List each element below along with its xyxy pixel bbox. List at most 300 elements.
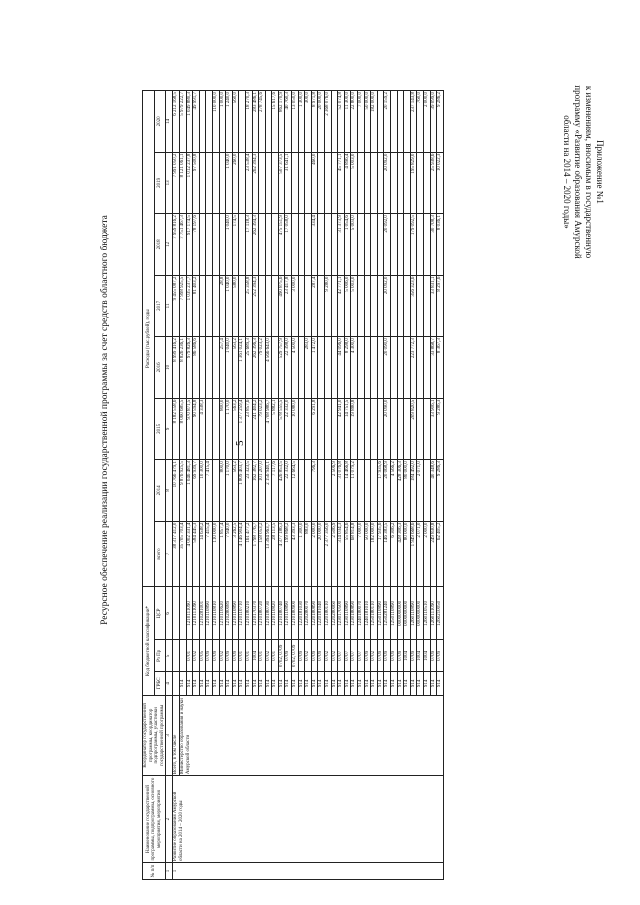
amount-cell [318, 460, 325, 522]
amount-cell: 20 000,0 [318, 91, 325, 153]
amount-cell: 4 146 904,4 [239, 521, 246, 587]
amount-cell: 262 396,3 [252, 337, 259, 399]
amount-cell: 7 991 050,2 [172, 152, 179, 214]
amount-cell: 5 003,0 [351, 152, 358, 214]
amount-cell [364, 275, 371, 337]
amount-cell: 28,8 [219, 275, 226, 337]
rzpr-cell: 0709 [430, 640, 437, 672]
grbs-cell: 914 [338, 672, 345, 695]
csr-cell [179, 587, 186, 640]
amount-cell [371, 337, 378, 399]
grbs-cell: 914 [239, 672, 246, 695]
amount-cell [364, 152, 371, 214]
amount-cell [259, 214, 266, 276]
amount-cell: 43 393,3 [292, 521, 299, 587]
amount-cell: 52 074,8 [338, 91, 345, 153]
amount-cell: 1 046 481,3 [186, 460, 193, 522]
amount-cell [305, 152, 312, 214]
amount-cell: 17 935,6 [377, 521, 384, 587]
csr-cell: 1210180210 [245, 587, 252, 640]
amount-cell: 252 394,3 [252, 275, 259, 337]
amount-cell: 17 935,6 [377, 460, 384, 522]
amount-cell: 80 000,0 [404, 521, 411, 587]
grbs-cell: 914 [259, 672, 266, 695]
amount-cell [239, 91, 246, 153]
amount-cell [331, 91, 338, 153]
amount-cell [371, 398, 378, 460]
amount-cell: 7 751 467,3 [179, 214, 186, 276]
amount-cell: 300,0 [305, 91, 312, 153]
grbs-cell: 914 [265, 672, 272, 695]
amount-cell: 22 800,0 [351, 91, 358, 153]
rzpr-cell: 1004 [404, 640, 411, 672]
amount-cell: 110 000,0 [212, 91, 219, 153]
amount-cell: 90 594,8 [193, 398, 200, 460]
amount-cell [364, 398, 371, 460]
amount-cell: 2 377 356,0 [325, 521, 332, 587]
amount-cell [377, 275, 384, 337]
amount-cell: 31 373,9 [338, 214, 345, 276]
amount-cell: 20 159,2 [384, 91, 391, 153]
amount-cell [390, 152, 397, 214]
grbs-cell: 914 [272, 672, 279, 695]
grbs-cell: 914 [278, 672, 285, 695]
amount-cell: 11 300,0 [344, 91, 351, 153]
amount-cell: 2 156 940,1 [265, 460, 272, 522]
amount-cell [265, 214, 272, 276]
amount-cell: 1 798 776,7 [252, 521, 259, 587]
amount-cell: 1 040,0 [226, 337, 233, 399]
rzpr-cell: 0702 [219, 640, 226, 672]
amount-cell: 5 882,1 [272, 398, 279, 460]
csr-cell: 1220280070 [305, 587, 312, 640]
grbs-cell: 914 [232, 672, 239, 695]
amount-cell: 161 477,2 [245, 521, 252, 587]
amount-cell [417, 214, 424, 276]
amount-cell: 8 999 416,2 [172, 337, 179, 399]
amount-cell: 507 373,5 [278, 152, 285, 214]
grbs-cell: 914 [179, 672, 186, 695]
csr-cell: 1210170370 [252, 587, 259, 640]
amount-cell [423, 275, 430, 337]
column-number: 12 [166, 214, 173, 276]
grbs-cell: 914 [212, 672, 219, 695]
amount-cell: 5 979 222,7 [179, 91, 186, 153]
amount-cell: 9 286,3 [437, 398, 444, 460]
amount-cell: 356 323,6 [410, 275, 417, 337]
amount-cell: 33 831,1 [430, 275, 437, 337]
amount-cell: 50 000,0 [364, 521, 371, 587]
amount-cell: 563,2 [232, 460, 239, 522]
grbs-cell: 914 [252, 672, 259, 695]
amount-cell: 9 876 925,5 [179, 460, 186, 522]
rzpr-cell: 0709 [298, 640, 305, 672]
rzpr-cell: 0702 [325, 640, 332, 672]
rzpr-cell: 0709 [212, 640, 219, 672]
csr-cell: 0000000000 [397, 587, 404, 640]
grbs-cell: 914 [437, 672, 444, 695]
grbs-cell: 914 [344, 672, 351, 695]
grbs-cell: 914 [305, 672, 312, 695]
amount-cell [325, 152, 332, 214]
csr-cell: 1250180110 [371, 587, 378, 640]
amount-cell: 8 298,0 [344, 337, 351, 399]
amount-cell: 50 000,0 [364, 91, 371, 153]
amount-cell [423, 337, 430, 399]
csr-cell: 1210110890 [206, 587, 213, 640]
col-header-year: 2020 [154, 91, 166, 153]
amount-cell [358, 460, 365, 522]
col-header-total: всего [154, 521, 166, 587]
amount-cell [265, 91, 272, 153]
amount-cell: 1 361 024,1 [239, 337, 246, 399]
grbs-cell: 914 [219, 672, 226, 695]
grbs-cell: 914 [377, 672, 384, 695]
amount-cell: 1 000,0 [219, 91, 226, 153]
amount-cell [331, 275, 338, 337]
amount-cell [219, 214, 226, 276]
csr-cell: 1220180890 [311, 587, 318, 640]
grbs-cell: 914 [371, 672, 378, 695]
amount-cell: 81 403,2 [193, 275, 200, 337]
amount-cell [265, 152, 272, 214]
amount-cell [239, 214, 246, 276]
amount-cell: 8 367,3 [437, 337, 444, 399]
grbs-cell: 914 [364, 672, 371, 695]
amount-cell [239, 275, 246, 337]
csr-cell: 1210180900 [292, 587, 299, 640]
amount-cell: 69 939,7 [193, 460, 200, 522]
amount-cell: 1 040,0 [226, 152, 233, 214]
csr-cell: 1260110510 [423, 587, 430, 640]
amount-cell: 4 300,0 [351, 337, 358, 399]
rzpr-cell: 0707 [351, 640, 358, 672]
amount-cell: 4 002 331,4 [186, 521, 193, 587]
csr-cell: 1210110890 [285, 587, 292, 640]
csr-cell: 1220181030 [298, 587, 305, 640]
rzpr-cell: 0709 [377, 640, 384, 672]
amount-cell: 35 705 703,4 [179, 521, 186, 587]
amount-cell [331, 398, 338, 460]
amount-cell: 182 000,0 [371, 91, 378, 153]
amount-cell [206, 398, 213, 460]
rzpr-cell: 0701 [186, 640, 193, 672]
rzpr-cell: 0702 [371, 640, 378, 672]
grbs-cell: 914 [206, 672, 213, 695]
rzpr-cell: 0707 [344, 640, 351, 672]
amount-cell: 23 857,6 [245, 398, 252, 460]
grbs-cell: 914 [397, 672, 404, 695]
amount-cell [325, 460, 332, 522]
amount-cell: 800,0 [219, 398, 226, 460]
amount-cell: 3 000,0 [292, 275, 299, 337]
amount-cell: 68 814,8 [351, 521, 358, 587]
col-header-year: 2017 [154, 275, 166, 337]
amount-cell: 7 415,4 [206, 521, 213, 587]
grbs-cell: 914 [298, 672, 305, 695]
amount-cell: 1 300,0 [298, 521, 305, 587]
amount-cell: 18 270,3 [245, 91, 252, 153]
amount-cell: 490 875,6 [278, 275, 285, 337]
amount-cell [417, 398, 424, 460]
rzpr-cell: 0709 [437, 640, 444, 672]
rzpr-cell: 0709 [206, 640, 213, 672]
document-heading: Ресурсное обеспечение реализации государственной программы за счет средств областного бюджета [100, 215, 110, 625]
amount-cell [239, 152, 246, 214]
amount-cell: 20 092,0 [384, 214, 391, 276]
amount-cell: 8 826 236,1 [179, 337, 186, 399]
appendix-line: программу «Развитие образования Амурской [573, 85, 583, 259]
amount-cell: 428 306,3 [397, 460, 404, 522]
amount-cell: 79 023,2 [259, 398, 266, 460]
amount-cell [404, 91, 411, 153]
amount-cell [212, 214, 219, 276]
amount-cell: 8 060 685,5 [179, 398, 186, 460]
rzpr-cell: 0709 [226, 640, 233, 672]
amount-cell [325, 337, 332, 399]
amount-cell [305, 460, 312, 522]
amount-cell [358, 398, 365, 460]
amount-cell: 760,0 [417, 91, 424, 153]
amount-cell: 580,0 [232, 275, 239, 337]
col-header-year: 2016 [154, 337, 166, 399]
amount-cell [364, 460, 371, 522]
appendix-line: Приложение №1 [595, 140, 605, 204]
rzpr-cell: 0709 [285, 640, 292, 672]
amount-cell [390, 275, 397, 337]
amount-cell [397, 152, 404, 214]
amount-cell [364, 337, 371, 399]
amount-cell: 560,0 [232, 91, 239, 153]
amount-cell: 33 906,1 [430, 398, 437, 460]
amount-cell [358, 337, 365, 399]
amount-cell: 979 826,3 [186, 337, 193, 399]
amount-cell [305, 214, 312, 276]
amount-cell: 970 871,5 [186, 398, 193, 460]
amount-cell: 2 506,9 [331, 521, 338, 587]
table-row [179, 91, 186, 880]
rzpr-cell: 0702, 0709 [292, 640, 299, 672]
col-header-year: 2014 [154, 460, 166, 522]
amount-cell: 12 664,5 [292, 460, 299, 522]
amount-cell [417, 152, 424, 214]
amount-cell: 262 394,3 [252, 152, 259, 214]
coordinator-cell: Всего, в том числе [172, 695, 179, 776]
rzpr-cell: 0709 [318, 640, 325, 672]
amount-cell: 40 760,3 [285, 91, 292, 153]
amount-cell: 8 971,8 [311, 91, 318, 153]
amount-cell: 1 040,0 [226, 275, 233, 337]
amount-cell: 3 262,5 [232, 521, 239, 587]
appendix-line: области на 2014 – 2020 годы» [562, 115, 572, 229]
amount-cell [206, 91, 213, 153]
amount-cell: 31 076,8 [338, 460, 345, 522]
column-number: 14 [166, 91, 173, 153]
amount-cell: 20 092,0 [384, 275, 391, 337]
amount-cell: 8 182 558,6 [172, 398, 179, 460]
amount-cell: 8 036,1 [437, 214, 444, 276]
amount-cell: 9 280,0 [325, 275, 332, 337]
amount-cell: 44 096,0 [338, 337, 345, 399]
amount-cell: 4 566,2 [390, 460, 397, 522]
amount-cell: 800,0 [219, 460, 226, 522]
amount-cell [390, 337, 397, 399]
csr-cell: 1220180110 [325, 587, 332, 640]
amount-cell: 4 338,3 [199, 398, 206, 460]
amount-cell: 584 445,3 [193, 521, 200, 587]
column-number: 3 [166, 695, 173, 776]
amount-cell: 4 896,4 [344, 152, 351, 214]
amount-cell: 8 121 061,1 [179, 152, 186, 214]
amount-cell [318, 214, 325, 276]
amount-cell: 917 174,5 [186, 214, 193, 276]
amount-cell: 28 113,5 [272, 521, 279, 587]
amount-cell: 146 383,5 [384, 521, 391, 587]
amount-cell: 33 868,7 [430, 337, 437, 399]
amount-cell: 20 068,9 [384, 460, 391, 522]
amount-cell: 38 317 412,0 [172, 521, 179, 587]
column-number: 10 [166, 337, 173, 399]
amount-cell: 6 212 168,5 [172, 91, 179, 153]
amount-cell [397, 91, 404, 153]
amount-cell [292, 214, 299, 276]
column-number: 7 [166, 521, 173, 587]
amount-cell: 15 617,6 [272, 91, 279, 153]
amount-cell: 1 377 259,4 [239, 398, 246, 460]
amount-cell: 20 090,0 [384, 398, 391, 460]
grbs-cell: 914 [199, 672, 206, 695]
column-number: 13 [166, 152, 173, 214]
amount-cell: 287,4 [311, 275, 318, 337]
amount-cell: 249 830,8 [430, 521, 437, 587]
amount-cell: 7 000,0 [358, 521, 365, 587]
amount-cell [390, 91, 397, 153]
amount-cell: 2 000,0 [311, 521, 318, 587]
amount-cell: 17 058,0 [285, 214, 292, 276]
amount-cell: 13 394 963,7 [265, 521, 272, 587]
amount-cell [298, 398, 305, 460]
rzpr-cell: 1004 [252, 640, 259, 672]
amount-cell [358, 214, 365, 276]
col-header-name: Наименование государственной программы, подпрограммы, основного мероприятия, мероприятия [143, 776, 166, 863]
amount-cell [397, 275, 404, 337]
column-number: 4 [166, 672, 173, 695]
amount-cell: 49 991,7 [193, 91, 200, 153]
amount-cell: 7 998 925,5 [179, 275, 186, 337]
amount-cell [358, 152, 365, 214]
csr-cell: 1260110890 [410, 587, 417, 640]
amount-cell: 283 486,1 [252, 91, 259, 153]
grbs-cell: 914 [245, 672, 252, 695]
amount-cell: 796,3 [311, 460, 318, 522]
amount-cell: 22 332,0 [285, 398, 292, 460]
grbs-cell: 914 [186, 672, 193, 695]
amount-cell: 45 771,1 [338, 152, 345, 214]
amount-cell: 25 358,8 [245, 275, 252, 337]
amount-cell [377, 214, 384, 276]
amount-cell [212, 398, 219, 460]
rzpr-cell: 0709 [364, 640, 371, 672]
amount-cell: 110 000,0 [212, 521, 219, 587]
amount-cell: 475 151,9 [278, 214, 285, 276]
amount-cell: 10 022,3 [437, 152, 444, 214]
grbs-cell: 914 [417, 672, 424, 695]
amount-cell [298, 460, 305, 522]
grbs-cell: 914 [358, 672, 365, 695]
csr-cell: 1230180890 [351, 587, 358, 640]
amount-cell [331, 337, 338, 399]
amount-cell: 563,2 [232, 337, 239, 399]
amount-cell: 1 040,0 [226, 214, 233, 276]
amount-cell [331, 214, 338, 276]
csr-cell: 1210180730 [265, 587, 272, 640]
amount-cell [371, 460, 378, 522]
col-header-coordinator: Координатор государственной программы, координатор подпрограммы, участники государственной программы [143, 695, 166, 776]
rzpr-cell: 1004 [417, 640, 424, 672]
rzpr-cell: 0701 [245, 640, 252, 672]
rzpr-cell: 0709 [232, 640, 239, 672]
amount-cell: 10 300,0 [199, 460, 206, 522]
grbs-cell: 914 [351, 672, 358, 695]
amount-cell: 42 941,0 [338, 398, 345, 460]
table-body [172, 91, 443, 880]
csr-cell: 1240181010 [364, 587, 371, 640]
amount-cell [259, 275, 266, 337]
amount-cell: 4 500,0 [292, 337, 299, 399]
amount-cell: 7 117,6 [272, 460, 279, 522]
col-header-year: 2015 [154, 398, 166, 460]
col-header-expenses: Расходы (тыс.рублей), годы [143, 91, 155, 587]
csr-cell: 1250110890 [390, 587, 397, 640]
amount-cell [212, 460, 219, 522]
amount-cell [199, 152, 206, 214]
grbs-cell: 914 [331, 672, 338, 695]
amount-cell: 9 286,2 [437, 91, 444, 153]
rzpr-cell: 0707 [358, 640, 365, 672]
amount-cell [318, 152, 325, 214]
rzpr-cell: 1004 [423, 640, 430, 672]
amount-cell [298, 214, 305, 276]
amount-cell: 578 555,5 [278, 398, 285, 460]
header-row [143, 91, 155, 880]
grbs-cell [172, 672, 179, 695]
grbs-cell: 914 [318, 672, 325, 695]
amount-cell: 1 170,0 [226, 460, 233, 522]
grbs-cell: 914 [193, 672, 200, 695]
csr-cell: 1210110710 [239, 587, 246, 640]
col-header-rzpr: Рз Пр [154, 640, 166, 672]
column-number: 6 [166, 587, 173, 640]
amount-cell: 1 054,6 [344, 214, 351, 276]
amount-cell [219, 152, 226, 214]
column-number: 1 [166, 863, 173, 880]
amount-cell: 460,0 [311, 152, 318, 214]
amount-cell [423, 214, 430, 276]
csr-cell: 0000000000 [404, 587, 411, 640]
amount-cell: 4 708 986,7 [265, 398, 272, 460]
grbs-cell: 914 [423, 672, 430, 695]
amount-cell: 7 959 816,2 [172, 214, 179, 276]
amount-cell [331, 152, 338, 214]
page-number: 5 [234, 440, 246, 446]
amount-cell [212, 337, 219, 399]
csr-cell: 1210110890 [232, 587, 239, 640]
amount-cell [371, 152, 378, 214]
column-number: 2 [166, 776, 173, 863]
amount-cell: 2 000,0 [423, 91, 430, 153]
amount-cell [206, 275, 213, 337]
amount-cell [199, 214, 206, 276]
